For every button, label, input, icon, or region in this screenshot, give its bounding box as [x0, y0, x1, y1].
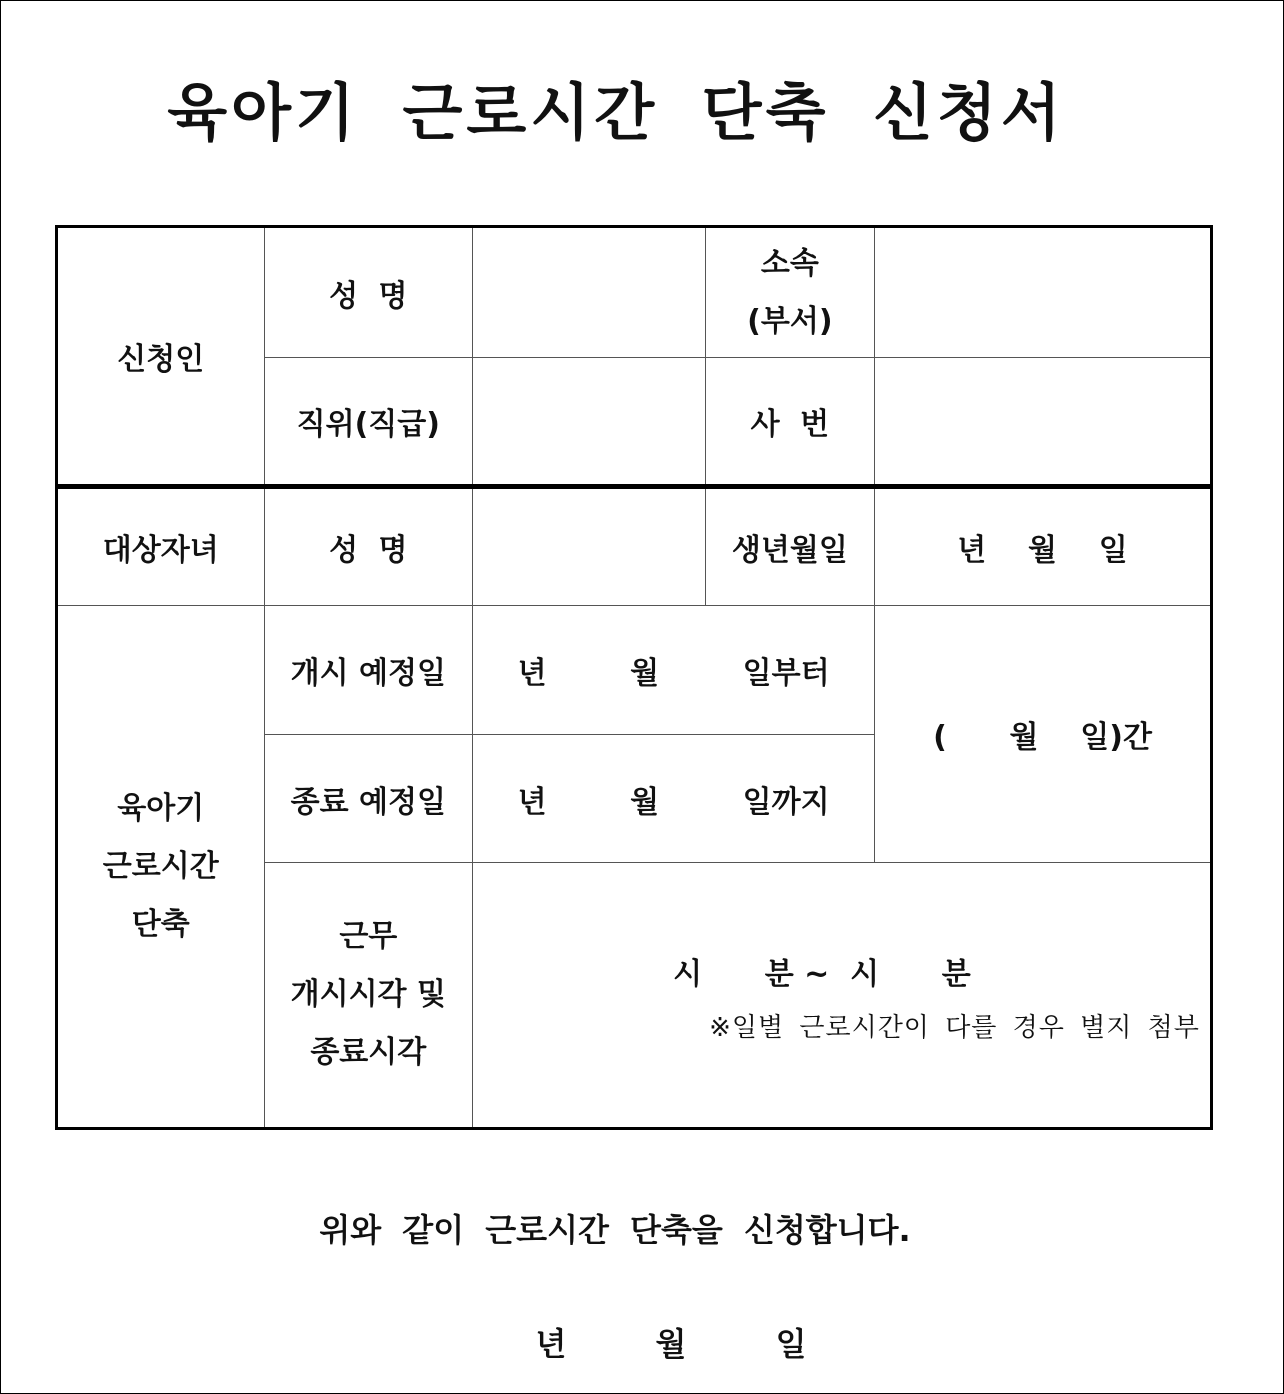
work-label-line2: 개시시각 및 — [290, 977, 446, 1012]
reduction-label-line3: 단축 — [131, 906, 190, 942]
form-title: 육아기 근로시간 단축 신청서 — [167, 76, 1065, 149]
applicant-dept-label — [705, 227, 874, 358]
period-value: ( 월 일)간 — [933, 720, 1152, 755]
child-name-label: 성 명 — [264, 487, 473, 606]
applicant-section-label: 신청인 — [57, 227, 265, 487]
reduction-label-line2: 근로시간 — [102, 848, 219, 884]
work-label-line3: 종료시각 — [310, 1035, 427, 1070]
applicant-position-label: 직위(직급) — [264, 358, 473, 487]
applicant-name-label: 성 명 — [264, 227, 473, 358]
applicant-emp-no-label: 사 번 — [705, 358, 874, 487]
reduction-label-line1: 육아기 — [117, 790, 205, 826]
work-time-note: ※일별 근로시간이 다를 경우 별지 첨부 — [709, 1013, 1200, 1043]
child-birth-value: 년 월 일 — [957, 533, 1128, 568]
start-date-field[interactable] — [473, 606, 875, 735]
declaration-statement: 위와 같이 근로시간 단축을 신청합니다. — [319, 1211, 911, 1249]
application-table — [55, 225, 1213, 1130]
applicant-dept-field[interactable] — [875, 227, 1212, 358]
child-section-label: 대상자녀 — [57, 487, 265, 606]
applicant-position-field[interactable] — [473, 358, 706, 487]
applicant-emp-no-field[interactable] — [875, 358, 1212, 487]
child-birth-field[interactable] — [875, 487, 1212, 606]
child-birth-label: 생년월일 — [705, 487, 874, 606]
applicant-name-field[interactable] — [473, 227, 706, 358]
period-field[interactable] — [875, 606, 1212, 863]
end-date-field[interactable] — [473, 735, 875, 863]
work-time-value: 시 분 ~ 시 분 — [673, 957, 971, 992]
child-name-field[interactable] — [473, 487, 706, 606]
work-time-field[interactable] — [473, 863, 1212, 1129]
end-date-label: 종료 예정일 — [264, 735, 473, 863]
work-label-line1: 근무 — [339, 919, 398, 954]
dept-label-line1: 소속 — [760, 245, 819, 281]
submission-date[interactable]: 년 월 일 — [535, 1325, 807, 1363]
reduction-section-label — [57, 606, 265, 1129]
end-date-value: 년 월 일까지 — [517, 784, 830, 820]
dept-label-line2: (부서) — [747, 303, 833, 339]
work-time-label — [264, 863, 473, 1129]
start-date-label: 개시 예정일 — [264, 606, 473, 735]
start-date-value: 년 월 일부터 — [517, 656, 830, 691]
